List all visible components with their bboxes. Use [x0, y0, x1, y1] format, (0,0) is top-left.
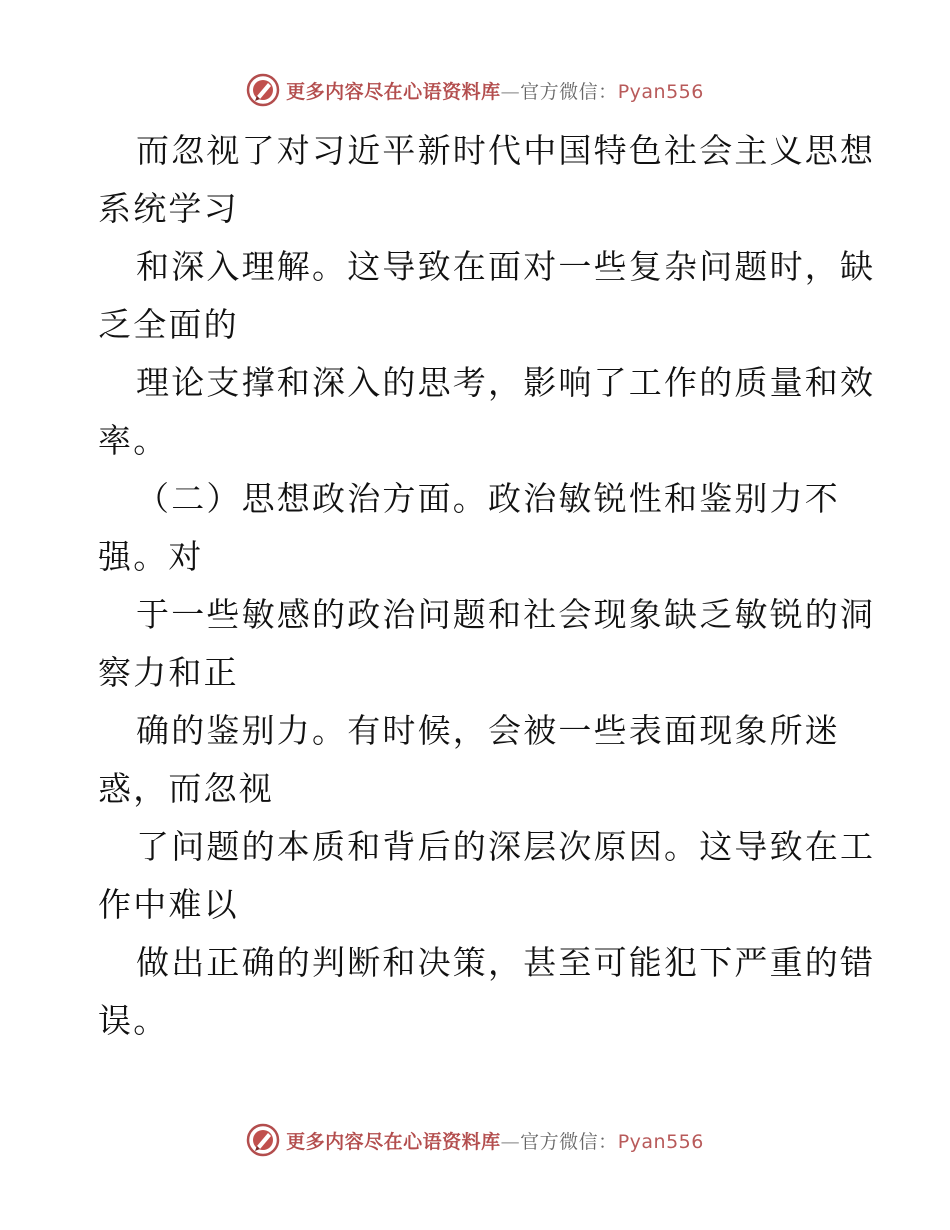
body-line: 系统学习 [98, 189, 239, 228]
header-brand: 更多内容尽在心语资料库 [286, 80, 501, 103]
header-handle: Pyan556 [617, 80, 704, 103]
document-body [98, 122, 876, 1050]
header-dash: — [500, 80, 521, 103]
footer-banner [246, 1123, 704, 1157]
body-line: 于一些敏感的政治问题和社会现象缺乏敏锐的洞 [136, 595, 876, 634]
pen-nib-logo-icon [246, 1123, 280, 1157]
body-line: 误。 [98, 1001, 169, 1040]
body-line: 确的鉴别力。有时候，会被一些表面现象所迷 [136, 711, 840, 750]
body-line: 率。 [98, 421, 169, 460]
body-line: 惑，而忽视 [98, 769, 274, 808]
body-line: 乏全面的 [98, 305, 239, 344]
header-text [286, 77, 704, 104]
footer-dash: — [500, 1130, 521, 1153]
footer-text [286, 1127, 704, 1154]
footer-brand: 更多内容尽在心语资料库 [286, 1130, 501, 1153]
page-footer [0, 1120, 950, 1160]
body-line: 理论支撑和深入的思考，影响了工作的质量和效 [136, 363, 876, 402]
body-line: 和深入理解。这导致在面对一些复杂问题时，缺 [136, 247, 876, 286]
footer-handle: Pyan556 [617, 1130, 704, 1153]
header-banner [246, 73, 704, 107]
footer-sub: 官方微信： [520, 1130, 618, 1153]
body-line: 了问题的本质和背后的深层次原因。这导致在工 [136, 827, 876, 866]
body-line: （二）思想政治方面。政治敏锐性和鉴别力不 [136, 479, 840, 518]
body-line: 做出正确的判断和决策，甚至可能犯下严重的错 [136, 943, 876, 982]
header-sub: 官方微信： [520, 80, 618, 103]
body-line: 而忽视了对习近平新时代中国特色社会主义思想 [136, 131, 876, 170]
pen-nib-logo-icon [246, 73, 280, 107]
body-line: 作中难以 [98, 885, 239, 924]
page-header [0, 70, 950, 110]
body-line: 察力和正 [98, 653, 239, 692]
body-line: 强。对 [98, 537, 204, 576]
